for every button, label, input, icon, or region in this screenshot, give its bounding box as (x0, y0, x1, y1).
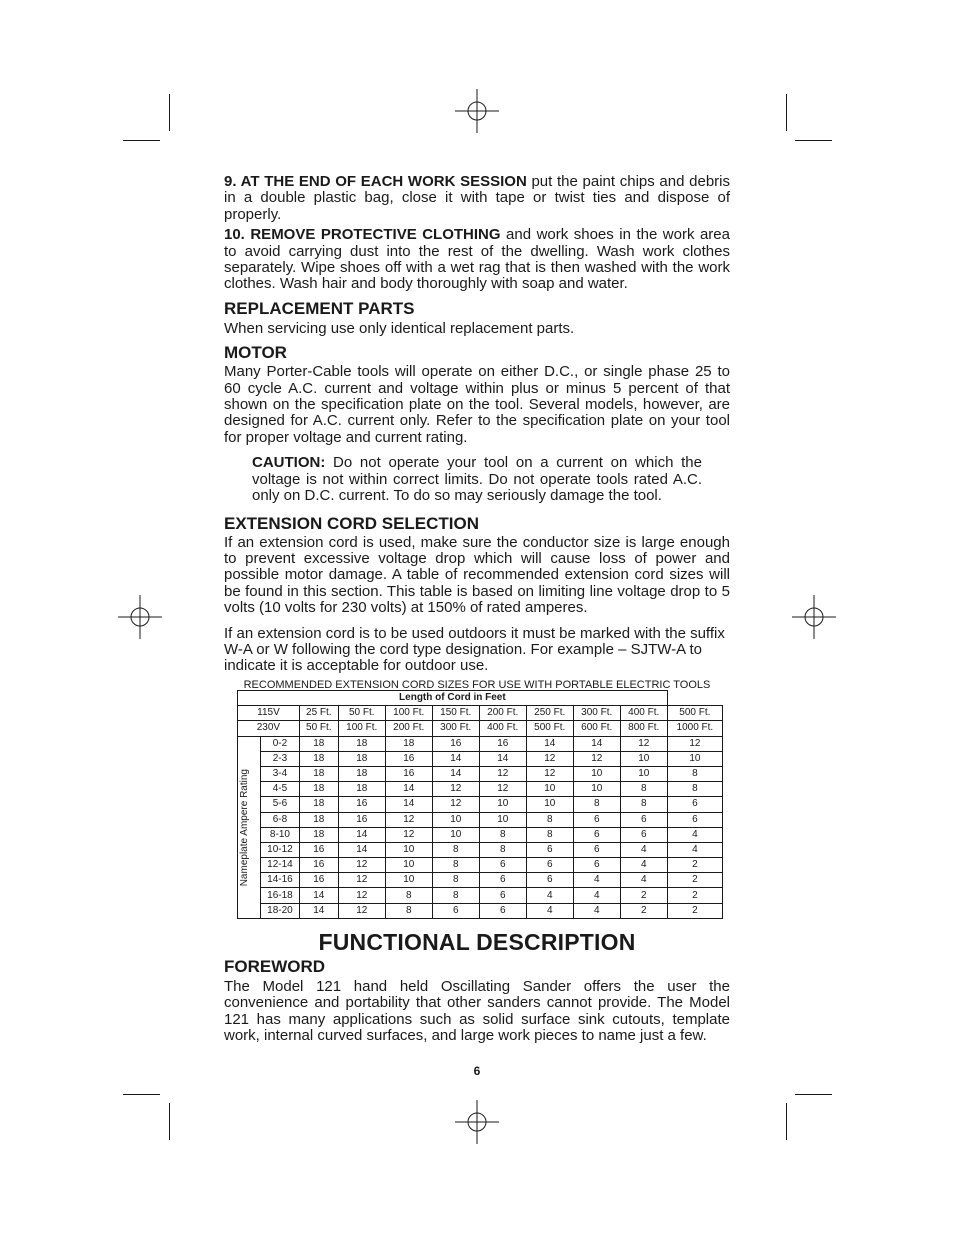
table-cell: 14 (385, 782, 432, 797)
table-cell: 1000 Ft. (667, 721, 722, 736)
table-cell: 8-10 (261, 827, 300, 842)
table-cell: 14 (432, 751, 479, 766)
step-10: 10. REMOVE PROTECTIVE CLOTHING and work shoes in the work area to avoid carrying dust into the rest of the dwelling. Wash work clothes separately. Wipe shoes off with a wet rag that is then washed with the work clothes. Wash hair and body thoroughly with soap and water. (224, 226, 730, 293)
table-cell: 12 (573, 751, 620, 766)
table-cell: 12 (385, 812, 432, 827)
table-cell: 800 Ft. (620, 721, 667, 736)
table-cell: 400 Ft. (479, 721, 526, 736)
registration-mark-icon (455, 89, 499, 133)
table-cell: 6 (479, 903, 526, 918)
table-row (238, 766, 723, 781)
table-cell: 10 (479, 797, 526, 812)
table-cell: 12 (526, 766, 573, 781)
table-cell: 12 (620, 736, 667, 751)
voltage-row-115 (238, 706, 723, 721)
table-cell: 8 (432, 842, 479, 857)
table-cell: 6 (573, 858, 620, 873)
table-cell: 10 (573, 782, 620, 797)
table-cell: 14-16 (261, 873, 300, 888)
table-cell: 16 (479, 736, 526, 751)
table-cell: 4 (667, 842, 722, 857)
table-cell: 230V (238, 721, 300, 736)
crop-mark (123, 1094, 160, 1095)
table-cell: 18 (299, 827, 338, 842)
table-cell: 14 (526, 736, 573, 751)
table-cell: 5-6 (261, 797, 300, 812)
table-cell: 10 (526, 797, 573, 812)
table-cell: 8 (667, 782, 722, 797)
table-cell: 12 (432, 797, 479, 812)
table-cell: 18 (338, 766, 385, 781)
table-cell: 18 (299, 736, 338, 751)
table-cell: 200 Ft. (479, 706, 526, 721)
table-cell: 12 (432, 782, 479, 797)
table-cell: 0-2 (261, 736, 300, 751)
table-row (238, 797, 723, 812)
table-cell: 14 (338, 842, 385, 857)
table-cell: 600 Ft. (573, 721, 620, 736)
table-row (238, 888, 723, 903)
table-cell: 250 Ft. (526, 706, 573, 721)
table-cell: 14 (299, 888, 338, 903)
table-cell: 6 (432, 903, 479, 918)
motor-text: Many Porter-Cable tools will operate on either D.C., or single phase 25 to 60 cycle A.C. current and voltage within plus or minus 5 percent of that shown on the specification plate on the tool. Several models, however, are designed for A.C. current only. Refer to the specification plate on your tool for proper voltage and current rating. (224, 363, 730, 446)
table-cell: 12 (479, 766, 526, 781)
table-cell: 14 (479, 751, 526, 766)
table-cell: 12 (338, 888, 385, 903)
table-cell: 2 (620, 888, 667, 903)
table-cell: 6 (667, 797, 722, 812)
table-cell: 8 (432, 873, 479, 888)
table-cell: 2 (667, 858, 722, 873)
table-cell: 10 (667, 751, 722, 766)
table-cell: 6 (479, 858, 526, 873)
table-cell: 4 (620, 842, 667, 857)
table-cell: 6 (526, 858, 573, 873)
table-cell: 16 (338, 797, 385, 812)
table-cell: 2-3 (261, 751, 300, 766)
table-cell: 14 (385, 797, 432, 812)
replacement-text: When servicing use only identical replacement parts. (224, 319, 575, 337)
table-cell: 4 (526, 903, 573, 918)
table-cell: 18 (338, 782, 385, 797)
table-cell: 8 (385, 903, 432, 918)
table-cell: 300 Ft. (573, 706, 620, 721)
table-row (238, 812, 723, 827)
table-cell: 8 (667, 766, 722, 781)
step-9: 9. AT THE END OF EACH WORK SESSION put the paint chips and debris in a double plastic bag, close it with tape or twist ties and dispose of properly. (224, 173, 730, 223)
table-cell: 4 (573, 888, 620, 903)
table-cell: 12 (385, 827, 432, 842)
table-cell: 10 (385, 858, 432, 873)
registration-mark-icon (455, 1100, 499, 1144)
extension-heading: EXTENSION CORD SELECTION (224, 513, 480, 533)
crop-mark (795, 140, 832, 141)
table-cell: 14 (432, 766, 479, 781)
table-cell: 12 (526, 751, 573, 766)
extension-cord-table (237, 690, 723, 919)
main-content (224, 174, 730, 691)
table-cell: 6 (573, 842, 620, 857)
table-cell: 16 (385, 751, 432, 766)
table-cell: 8 (385, 888, 432, 903)
table-cell: 6 (479, 888, 526, 903)
table-cell: 4 (620, 858, 667, 873)
table-cell: 3-4 (261, 766, 300, 781)
side-label: Nameplate Ampere Rating (239, 768, 250, 886)
crop-mark (786, 1103, 787, 1140)
table-cell: 10 (526, 782, 573, 797)
table-cell: 18 (338, 751, 385, 766)
table-cell: 12 (338, 858, 385, 873)
table-cell: 16 (385, 766, 432, 781)
table-cell: 12 (338, 873, 385, 888)
table-cell: 25 Ft. (299, 706, 338, 721)
crop-mark (169, 1103, 170, 1140)
table-cell: 8 (573, 797, 620, 812)
table-cell: 100 Ft. (338, 721, 385, 736)
table-cell: 14 (338, 827, 385, 842)
table-cell: 2 (667, 888, 722, 903)
table-cell: 400 Ft. (620, 706, 667, 721)
table-cell: 4 (620, 873, 667, 888)
registration-mark-icon (118, 595, 162, 639)
table-row (238, 751, 723, 766)
side-label-cell (238, 736, 261, 918)
table-cell: 12 (479, 782, 526, 797)
table-cell: 10 (432, 827, 479, 842)
table-cell: 100 Ft. (385, 706, 432, 721)
table-header: Length of Cord in Feet (238, 691, 668, 706)
foreword-section (224, 957, 730, 1045)
table-row (238, 736, 723, 751)
table-cell: 4 (573, 873, 620, 888)
table-cell: 10 (573, 766, 620, 781)
foreword-text: The Model 121 hand held Oscillating Sander offers the user the convenience and portability that other sanders cannot provide. The Model 121 has many applications such as solid surface sink cutouts, template work, internal curved surfaces, and large work pieces to name just a few. (224, 978, 730, 1045)
table-cell: 18 (299, 797, 338, 812)
table-cell: 8 (432, 888, 479, 903)
table-cell: 4 (526, 888, 573, 903)
table-cell: 6-8 (261, 812, 300, 827)
table-cell: 6 (573, 827, 620, 842)
table-cell: 4 (667, 827, 722, 842)
table-cell: 8 (432, 858, 479, 873)
extension-para1: If an extension cord is used, make sure the conductor size is large enough to prevent excessive voltage drop which will cause loss of power and possible motor damage. A table of recommended extension cord sizes will be found in this section. This table is based on limiting line voltage drop to 5 volts (10 volts for 230 volts) at 150% of rated amperes. (224, 533, 730, 617)
table-cell: 12 (338, 903, 385, 918)
table-cell: 8 (526, 827, 573, 842)
table-cell: 16 (299, 873, 338, 888)
table-row (238, 858, 723, 873)
table-cell: 6 (479, 873, 526, 888)
table-row (238, 873, 723, 888)
table-row (238, 782, 723, 797)
table-cell: 2 (620, 903, 667, 918)
table-cell: 12 (667, 736, 722, 751)
table-cell: 16 (299, 842, 338, 857)
crop-mark (123, 140, 160, 141)
table-cell: 10 (479, 812, 526, 827)
table-cell: 18 (385, 736, 432, 751)
table-cell: 18-20 (261, 903, 300, 918)
table-cell: 18 (299, 766, 338, 781)
voltage-row-230 (238, 721, 723, 736)
table-cell: 12-14 (261, 858, 300, 873)
table-cell: 50 Ft. (338, 706, 385, 721)
table-cell: 10 (432, 812, 479, 827)
table-cell: 6 (620, 827, 667, 842)
table-cell: 16 (299, 858, 338, 873)
motor-heading: MOTOR (224, 343, 287, 363)
table-cell: 150 Ft. (432, 706, 479, 721)
crop-mark (169, 94, 170, 131)
table-cell: 8 (526, 812, 573, 827)
table-cell: 6 (526, 873, 573, 888)
table-cell: 10 (385, 873, 432, 888)
table-header-row (238, 691, 723, 706)
table-cell: 14 (299, 903, 338, 918)
table-cell: 8 (620, 797, 667, 812)
table-row (238, 842, 723, 857)
table-cell: 300 Ft. (432, 721, 479, 736)
replacement-heading: REPLACEMENT PARTS (224, 298, 415, 318)
table-cell: 2 (667, 903, 722, 918)
table-row (238, 827, 723, 842)
table-cell: 4 (573, 903, 620, 918)
functional-title: FUNCTIONAL DESCRIPTION (318, 929, 636, 955)
table-cell: 6 (667, 812, 722, 827)
page-number: 6 (473, 1064, 481, 1078)
table-cell: 18 (299, 812, 338, 827)
table-cell: 50 Ft. (299, 721, 338, 736)
table-cell: 4-5 (261, 782, 300, 797)
table-cell: 14 (573, 736, 620, 751)
table-caption: RECOMMENDED EXTENSION CORD SIZES FOR USE WITH PORTABLE ELECTRIC TOOLS (243, 678, 711, 691)
foreword-heading: FOREWORD (224, 957, 326, 976)
table-cell: 16-18 (261, 888, 300, 903)
table-cell: 200 Ft. (385, 721, 432, 736)
table-cell: 8 (479, 842, 526, 857)
crop-mark (786, 94, 787, 131)
table-cell: 115V (238, 706, 300, 721)
table-cell: 6 (573, 812, 620, 827)
table-cell: 16 (432, 736, 479, 751)
table-cell: 6 (620, 812, 667, 827)
table-cell: 18 (338, 736, 385, 751)
crop-mark (795, 1094, 832, 1095)
table-cell: 8 (620, 782, 667, 797)
table-cell: 16 (338, 812, 385, 827)
registration-mark-icon (792, 595, 836, 639)
table-cell: 18 (299, 751, 338, 766)
table-row (238, 903, 723, 918)
extension-para2: If an extension cord is to be used outdoors it must be marked with the suffix W-A or W following the cord type designation. For example – SJTW-A to indicate it is acceptable for outdoor use. (224, 624, 725, 675)
table-cell: 500 Ft. (526, 721, 573, 736)
table-cell: 2 (667, 873, 722, 888)
table-cell: 18 (299, 782, 338, 797)
table-cell: 10 (620, 751, 667, 766)
table-cell: 8 (479, 827, 526, 842)
table-cell: 10-12 (261, 842, 300, 857)
caution-text: CAUTION: Do not operate your tool on a current on which the voltage is not within correct limits. Do not operate tools rated A.C. only on D.C. current. To do so may seriously damage the tool. (252, 454, 702, 505)
table-cell: 10 (385, 842, 432, 857)
table-cell: 10 (620, 766, 667, 781)
table-cell: 500 Ft. (667, 706, 722, 721)
table-cell: 6 (526, 842, 573, 857)
